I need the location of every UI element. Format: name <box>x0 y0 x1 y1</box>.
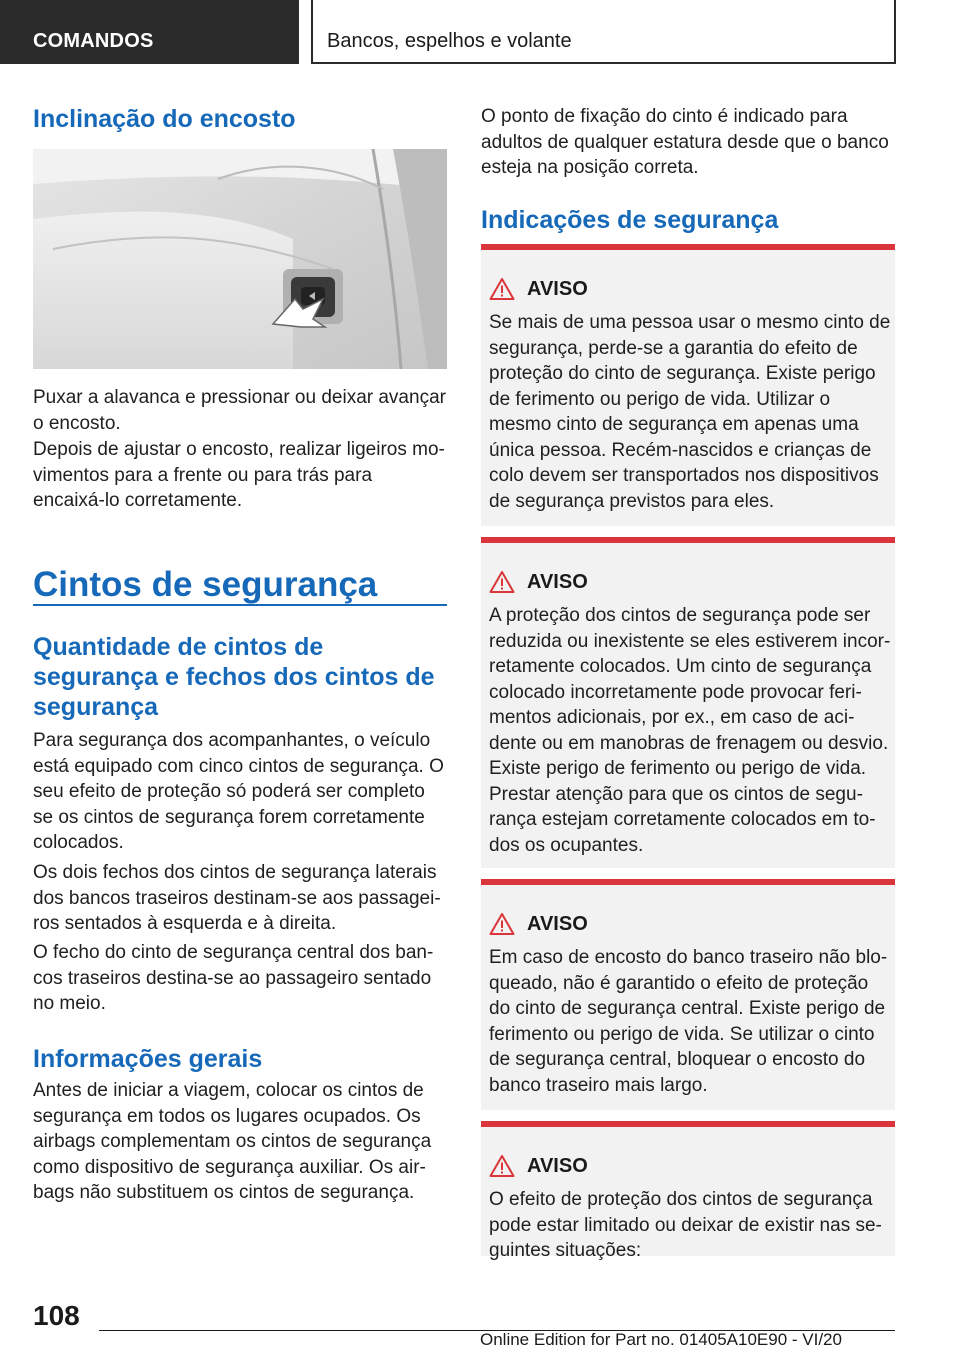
warning-box <box>481 537 895 868</box>
heading-seat-belts: Cintos de segurança <box>33 565 378 604</box>
warning-header <box>489 567 588 597</box>
heading-general-info: Informações gerais <box>33 1045 263 1073</box>
warning-text: O efeito de proteção dos cintos de segurança pode estar limitado ou deixar de existir nas seguintes situações: <box>489 1189 882 1261</box>
paragraph: Para segurança dos acompanhantes, o veículo está equipado com cinco cintos de segurança. O seu efeito de proteção só poderá ser completo se os cintos de segurança forem corretamente colocados. <box>33 730 444 853</box>
heading-safety: Indicações de segurança <box>481 206 779 234</box>
paragraph: Depois de ajustar o encosto, realizar ligeiros movimentos para a frente ou para trás para encaixá-lo corretamente. <box>33 439 445 511</box>
paragraph: O fecho do cinto de segurança central dos bancos traseiros destina-se ao passageiro sentado no meio. <box>33 942 434 1014</box>
warning-label: AVISO <box>527 912 588 935</box>
warning-triangle-icon <box>489 1154 515 1178</box>
chapter-tab <box>311 0 896 64</box>
warning-box <box>481 244 895 526</box>
warning-text: Se mais de uma pessoa usar o mesmo cinto de segurança, perde-se a garantia do efeito de proteção do cinto de segurança. Existe perigo de ferimento ou perigo de vida. Utilizar o mesmo cinto de segurança em apenas uma única pessoa. Recém-nascidos e crianças de colo devem ser transportados nos dispositivos de segurança previstos para eles. <box>489 312 891 512</box>
paragraph: Os dois fechos dos cintos de segurança laterais dos bancos traseiros destinam-se aos passageiros sentados à esquerda e à direita. <box>33 862 441 934</box>
warning-text: Em caso de encosto do banco traseiro não bloqueado, não é garantido o efeito de proteção do cinto de segurança central. Existe perigo de ferimento ou perigo de vida. Se utilizar o cinto de segurança central, bloquear o encosto do banco traseiro mais largo. <box>489 947 888 1096</box>
warning-triangle-icon <box>489 912 515 936</box>
section-tab <box>0 0 299 64</box>
warning-header <box>489 909 588 939</box>
warning-label: AVISO <box>527 277 588 300</box>
edition-info: Online Edition for Part no. 01405A10E90 - VI/20 <box>480 1330 842 1349</box>
warning-triangle-icon <box>489 570 515 594</box>
heading-quantity: Quantidade de cintos de segurança e fechos dos cintos de segurança <box>33 633 435 721</box>
page-number: 108 <box>33 1300 80 1331</box>
paragraph: Puxar a alavanca e pressionar ou deixar avançar o encosto. <box>33 387 446 434</box>
warning-triangle-icon <box>489 277 515 301</box>
warning-header <box>489 274 588 304</box>
warning-label: AVISO <box>527 1154 588 1177</box>
warning-box <box>481 1121 895 1261</box>
warning-label: AVISO <box>527 570 588 593</box>
warning-header <box>489 1151 588 1181</box>
heading-recline: Inclinação do encosto <box>33 105 296 133</box>
chapter-title: Bancos, espelhos e volante <box>327 30 572 52</box>
section-title: COMANDOS <box>33 30 154 52</box>
paragraph: Antes de iniciar a viagem, colocar os cintos de segurança em todos os lugares ocupados. Os airbags complementam os cintos de segurança como dispositivo de segurança auxiliar. Os airbags não substituem os cintos de segurança. <box>33 1080 432 1203</box>
paragraph: O ponto de fixação do cinto é indicado para adultos de qualquer estatura desde que o banco esteja na posição correta. <box>481 106 889 178</box>
heading-underline <box>33 604 447 606</box>
warning-text: A proteção dos cintos de segurança pode ser reduzida ou inexistente se eles estiverem incorretamente colocados. Um cinto de segurança colocado incorretamente pode provocar ferimentos adicionais, por ex., em caso de acidente ou em manobras de frenagem ou desvio. Existe perigo de ferimento ou perigo de vida. Prestar atenção para que os cintos de segurança estejam corretamente colocados em todos os ocupantes. <box>489 605 891 856</box>
warning-box <box>481 879 895 1110</box>
seat-backrest-photo <box>33 149 447 369</box>
